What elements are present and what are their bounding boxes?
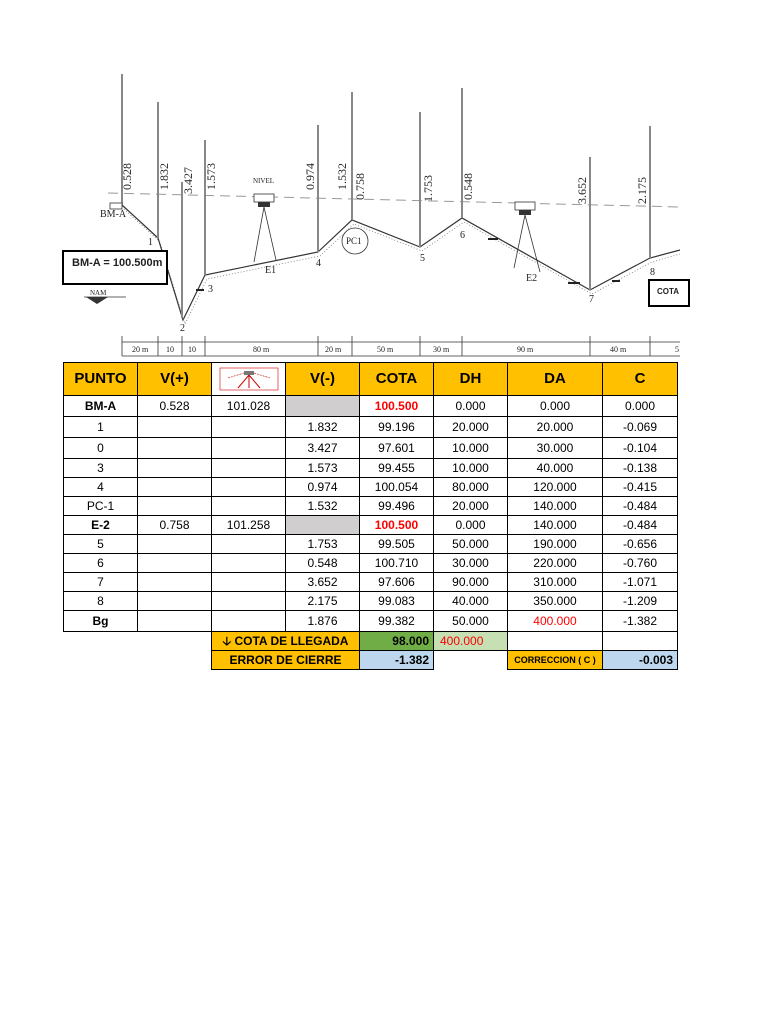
nam-triangle-icon <box>86 297 108 304</box>
cell-cota: 97.601 <box>360 438 434 459</box>
cell-cota: 97.606 <box>360 573 434 592</box>
cell-ai: 101.258 <box>212 516 286 535</box>
distance-label: 10 <box>188 345 196 354</box>
table-row <box>64 438 678 459</box>
cell-vplus: 0.528 <box>138 396 212 417</box>
table-row <box>64 459 678 478</box>
cell-cota: 99.382 <box>360 611 434 632</box>
cell-vminus: 1.832 <box>286 417 360 438</box>
table-row <box>64 497 678 516</box>
cell-dh: 80.000 <box>434 478 508 497</box>
table-row <box>64 516 678 535</box>
nam-label: NAM <box>90 289 107 297</box>
cell-ai <box>212 592 286 611</box>
rod-reading: 0.974 <box>303 163 317 190</box>
cell-vplus: 0.758 <box>138 516 212 535</box>
cell-dh: 90.000 <box>434 573 508 592</box>
cell-vplus <box>138 459 212 478</box>
cell-da: 310.000 <box>508 573 603 592</box>
rod-reading: 1.753 <box>421 175 435 202</box>
cell-vplus <box>138 592 212 611</box>
table-row <box>64 611 678 632</box>
table-row <box>64 554 678 573</box>
cell-ai <box>212 478 286 497</box>
cell-dh: 0.000 <box>434 516 508 535</box>
distance-label: 90 m <box>517 345 534 354</box>
station-label: E2 <box>526 273 538 284</box>
cell-dh: 30.000 <box>434 554 508 573</box>
cell-c: -0.104 <box>603 438 678 459</box>
distance-label: 20 m <box>132 345 149 354</box>
cell-c: 0.000 <box>603 396 678 417</box>
cell-da: 30.000 <box>508 438 603 459</box>
error-cierre-label: ERROR DE CIERRE <box>212 651 360 670</box>
distance-ruler <box>122 336 680 356</box>
point-label: 1 <box>148 237 153 248</box>
cell-cota: 100.500 <box>360 516 434 535</box>
point-label: 4 <box>316 258 321 269</box>
level-instrument-e1-icon <box>254 194 276 262</box>
cell-ai <box>212 611 286 632</box>
rod-reading: 3.427 <box>181 167 195 194</box>
cell-punto: BM-A <box>64 396 138 417</box>
table-header-row <box>64 363 678 396</box>
cell-c: -0.415 <box>603 478 678 497</box>
cell-punto: 1 <box>64 417 138 438</box>
col-header-c: C <box>603 363 678 396</box>
cell-c: -1.071 <box>603 573 678 592</box>
rod-reading: 1.832 <box>157 163 171 190</box>
cell-vplus <box>138 554 212 573</box>
distance-label: 20 m <box>325 345 342 354</box>
rod-reading: 3.652 <box>575 177 589 204</box>
cell-da: 400.000 <box>508 611 603 632</box>
cell-dh: 20.000 <box>434 497 508 516</box>
table-row <box>64 592 678 611</box>
cell-dh: 10.000 <box>434 459 508 478</box>
cell-vminus: 3.652 <box>286 573 360 592</box>
cell-da: 40.000 <box>508 459 603 478</box>
cell-punto: 0 <box>64 438 138 459</box>
cell-vplus <box>138 535 212 554</box>
cota-llegada-label: 🡣 COTA DE LLEGADA <box>212 632 360 651</box>
cell-vminus: 1.532 <box>286 497 360 516</box>
cell-dh: 20.000 <box>434 417 508 438</box>
cell-ai <box>212 417 286 438</box>
cell-cota: 99.496 <box>360 497 434 516</box>
cell-da: 140.000 <box>508 516 603 535</box>
station-label: PC1 <box>346 236 362 246</box>
distance-label: 80 m <box>253 345 270 354</box>
cell-vminus: 1.573 <box>286 459 360 478</box>
cell-ai <box>212 535 286 554</box>
cell-vminus <box>286 396 360 417</box>
point-label: 6 <box>460 230 465 241</box>
distance-label: 30 m <box>433 345 450 354</box>
datum-line <box>108 193 680 207</box>
cell-c: -0.069 <box>603 417 678 438</box>
cell-ai <box>212 497 286 516</box>
cell-cota: 99.455 <box>360 459 434 478</box>
cell-punto: E-2 <box>64 516 138 535</box>
cell-da: 140.000 <box>508 497 603 516</box>
cell-cota: 100.710 <box>360 554 434 573</box>
cell-c: -1.382 <box>603 611 678 632</box>
correccion-label: CORRECCION ( C ) <box>508 651 603 670</box>
cell-ai <box>212 438 286 459</box>
cell-vplus <box>138 497 212 516</box>
col-header-vminus: V(-) <box>286 363 360 396</box>
cell-cota: 99.083 <box>360 592 434 611</box>
cell-vminus <box>286 516 360 535</box>
cell-da: 350.000 <box>508 592 603 611</box>
cell-ai <box>212 573 286 592</box>
bm-label: BM-A <box>100 209 127 220</box>
cell-cota: 100.054 <box>360 478 434 497</box>
rod-reading: 2.175 <box>635 177 649 204</box>
cell-punto: 8 <box>64 592 138 611</box>
cell-c: -0.484 <box>603 516 678 535</box>
cell-dh: 50.000 <box>434 611 508 632</box>
point-label: 5 <box>420 253 425 264</box>
instrument-tripod-icon <box>218 366 280 392</box>
cell-ai <box>212 459 286 478</box>
cell-da: 120.000 <box>508 478 603 497</box>
cell-punto: 3 <box>64 459 138 478</box>
cota-llegada-da: 400.000 <box>434 632 508 651</box>
cell-vminus: 1.876 <box>286 611 360 632</box>
cell-vplus <box>138 417 212 438</box>
col-header-punto: PUNTO <box>64 363 138 396</box>
cell-cota: 100.500 <box>360 396 434 417</box>
distance-label: 50 m <box>377 345 394 354</box>
leveling-profile-diagram <box>0 60 768 360</box>
cell-da: 220.000 <box>508 554 603 573</box>
table-row <box>64 396 678 417</box>
cell-c: -1.209 <box>603 592 678 611</box>
rod-reading: 0.548 <box>461 173 475 200</box>
cell-punto: Bg <box>64 611 138 632</box>
table-row <box>64 417 678 438</box>
cell-ai: 101.028 <box>212 396 286 417</box>
error-cierre-row <box>64 651 678 670</box>
cell-c: -0.656 <box>603 535 678 554</box>
cell-vminus: 3.427 <box>286 438 360 459</box>
distance-label: 40 m <box>610 345 627 354</box>
cota-llegada-row <box>64 632 678 651</box>
col-header-dh: DH <box>434 363 508 396</box>
cell-dh: 50.000 <box>434 535 508 554</box>
point-label: 8 <box>650 267 655 278</box>
point-label: 3 <box>208 284 213 295</box>
col-header-vplus: V(+) <box>138 363 212 396</box>
cell-punto: 4 <box>64 478 138 497</box>
station-label: E1 <box>265 265 277 276</box>
cell-da: 20.000 <box>508 417 603 438</box>
cell-punto: PC-1 <box>64 497 138 516</box>
cell-punto: 5 <box>64 535 138 554</box>
rod-reading: 0.528 <box>120 163 134 190</box>
error-cierre-value: -1.382 <box>360 651 434 670</box>
leveling-table <box>63 362 678 670</box>
rod-reading: 1.573 <box>204 163 218 190</box>
cell-vminus: 0.548 <box>286 554 360 573</box>
cell-vminus: 1.753 <box>286 535 360 554</box>
distance-label: 5 <box>675 345 679 354</box>
table-row <box>64 573 678 592</box>
cota-box-text: COTA <box>657 287 680 296</box>
col-header-cota: COTA <box>360 363 434 396</box>
cell-dh: 40.000 <box>434 592 508 611</box>
cell-dh: 10.000 <box>434 438 508 459</box>
cell-vplus <box>138 478 212 497</box>
rod-reading: 1.532 <box>335 163 349 190</box>
level-instrument-e2-icon <box>514 202 540 272</box>
cell-vplus <box>138 573 212 592</box>
bm-value-text: BM-A = 100.500m <box>72 257 163 269</box>
col-header-instrument <box>212 363 286 396</box>
cell-vplus <box>138 438 212 459</box>
cell-c: -0.760 <box>603 554 678 573</box>
rod-reading: 0.758 <box>353 173 367 200</box>
cell-punto: 6 <box>64 554 138 573</box>
correccion-value: -0.003 <box>603 651 678 670</box>
col-header-da: DA <box>508 363 603 396</box>
cell-c: -0.138 <box>603 459 678 478</box>
table-row <box>64 478 678 497</box>
distance-label: 10 <box>166 345 174 354</box>
cell-c: -0.484 <box>603 497 678 516</box>
cota-llegada-value: 98.000 <box>360 632 434 651</box>
cell-vminus: 0.974 <box>286 478 360 497</box>
cell-vminus: 2.175 <box>286 592 360 611</box>
table-row <box>64 535 678 554</box>
cell-dh: 0.000 <box>434 396 508 417</box>
cell-da: 190.000 <box>508 535 603 554</box>
cell-ai <box>212 554 286 573</box>
benchmark-icon <box>110 203 122 209</box>
cell-cota: 99.196 <box>360 417 434 438</box>
point-label: 2 <box>180 323 185 334</box>
point-label: 7 <box>589 294 594 305</box>
cell-da: 0.000 <box>508 396 603 417</box>
cell-vplus <box>138 611 212 632</box>
cell-cota: 99.505 <box>360 535 434 554</box>
cell-punto: 7 <box>64 573 138 592</box>
nivel-label: NIVEL <box>253 177 274 185</box>
